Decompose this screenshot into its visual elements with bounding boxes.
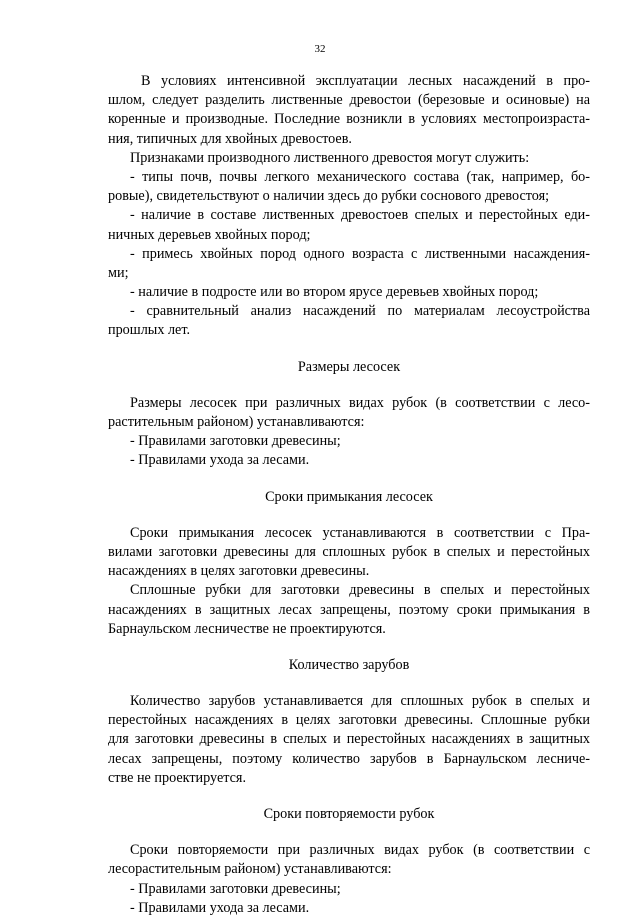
section-heading: Размеры лесосек [297, 358, 401, 375]
paragraph-spacer [108, 341, 590, 358]
text-line: для заготовки древесины в спелых и перестойных насаждениях в защитных [108, 731, 590, 748]
text-line: - сравнительный анализ насаждений по материалам лесоустройства [130, 303, 590, 320]
text-line: - наличие в подросте или во втором ярусе деревьев хвойных пород; [130, 284, 539, 301]
text-line: - Правилами ухода за лесами. [130, 899, 310, 916]
text-line: - типы почв, почвы легкого механического состава (так, например, бо- [130, 168, 590, 185]
document-body [108, 72, 590, 918]
text-line: - Правилами заготовки древесины; [130, 880, 341, 897]
text-line: Признаками производного лиственного древостоя могут служить: [130, 149, 530, 166]
paragraph-spacer [108, 788, 590, 805]
text-line: лесах запрещены, поэтому количество зарубов в Барнаульском лесниче- [108, 750, 590, 767]
text-line: Сроки примыкания лесосек устанавливаются в соответствии с Пра- [130, 524, 590, 541]
text-line: стве не проектируется. [108, 769, 246, 786]
text-line: ния, типичных для хвойных древостоев. [108, 130, 352, 147]
text-line: ничных деревьев хвойных пород; [108, 226, 311, 243]
text-line: перестойных насаждениях в целях заготовки древесины. Сплошные рубки [108, 712, 590, 729]
text-line: - наличие в составе лиственных древостоев спелых и перестойных еди- [130, 207, 590, 224]
text-line: - Правилами ухода за лесами. [130, 452, 310, 469]
text-line: насаждениях в защитных лесах запрещены, поэтому сроки примыкания в [108, 601, 590, 618]
paragraph-spacer [108, 507, 590, 524]
page-number: 32 [314, 43, 326, 55]
text-line: Сплошные рубки для заготовки древесины в спелых и перестойных [130, 582, 590, 599]
text-line: коренные и производные. Последние возникли в условиях местопроизраста- [108, 111, 590, 128]
text-line: насаждениях в целях заготовки древесины. [108, 563, 370, 580]
text-line: ровые), свидетельствуют о наличии здесь до рубки соснового древостоя; [108, 188, 550, 205]
paragraph-spacer [108, 824, 590, 841]
text-line: ми; [108, 264, 129, 281]
text-line: шлом, следует разделить лиственные древостои (березовые и осиновые) на [108, 92, 590, 109]
text-line: прошлых лет. [108, 322, 191, 339]
paragraph-spacer [108, 471, 590, 488]
text-line: В условиях интенсивной эксплуатации лесных насаждений в про- [141, 73, 590, 89]
text-line: - примесь хвойных пород одного возраста с лиственными насаждения- [130, 245, 590, 262]
text-line: Сроки повторяемости при различных видах рубок (в соответствии с [130, 842, 590, 859]
text-line: Барнаульском лесничестве не проектируются. [108, 620, 386, 637]
text-line: растительным районом) устанавливаются: [108, 414, 365, 430]
section-heading: Сроки повторяемости рубок [263, 806, 435, 822]
section-heading: Количество зарубов [288, 656, 410, 673]
paragraph-spacer [108, 377, 590, 394]
paragraph-spacer [108, 675, 590, 692]
text-line: Размеры лесосек при различных видах рубок (в соответствии с лесо- [130, 394, 590, 411]
text-line: лесорастительным районом) устанавливаются: [108, 861, 392, 878]
text-line: вилами заготовки древесины для сплошных рубок в спелых и перестойных [108, 543, 590, 560]
section-heading: Сроки примыкания лесосек [265, 488, 433, 505]
text-line: - Правилами заготовки древесины; [130, 433, 341, 450]
text-line: Количество зарубов устанавливается для сплошных рубок в спелых и [130, 693, 590, 710]
paragraph-spacer [108, 639, 590, 656]
